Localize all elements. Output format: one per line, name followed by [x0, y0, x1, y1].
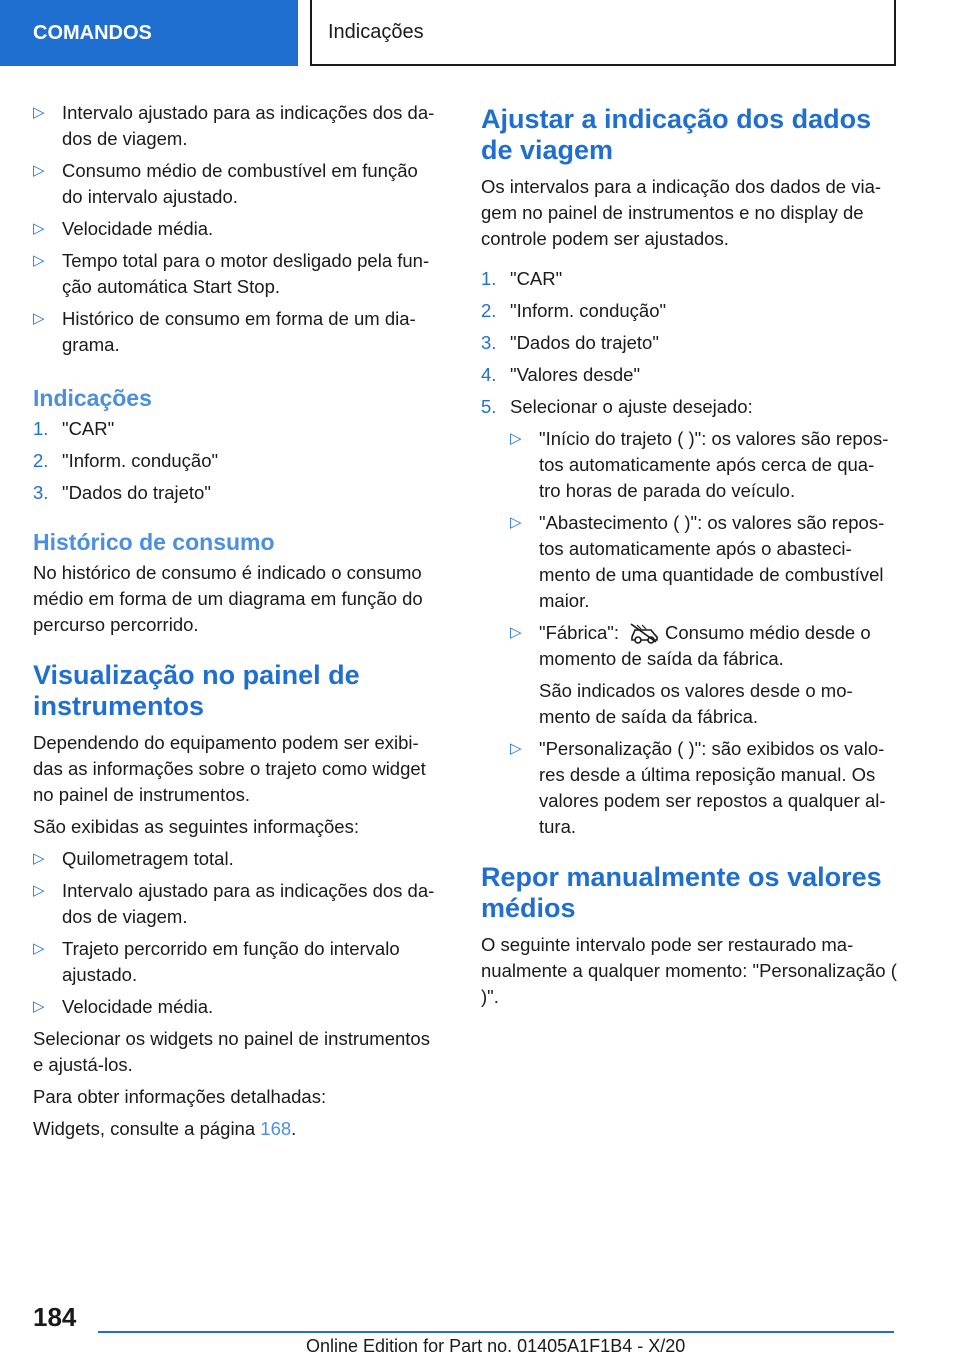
- page-link[interactable]: 168: [260, 1118, 292, 1139]
- list-item: 4. "Valores desde": [481, 364, 641, 385]
- ajustar-heading: Ajustar a indicação dos dados de viagem: [481, 104, 872, 165]
- triangle-bullet-icon: ▷: [33, 940, 45, 957]
- ajustar-text: Os intervalos para a indicação dos dados de via- gem no painel de instrumentos e no display de controle podem ser ajustados.: [481, 176, 882, 249]
- historico-heading: Histórico de consumo: [33, 529, 275, 555]
- triangle-bullet-icon: ▷: [510, 740, 522, 757]
- footer-edition: Online Edition for Part no. 01405A1F1B4 - X/20: [306, 1336, 686, 1356]
- visualizacao-heading: Visualização no painel de instrumentos: [33, 660, 360, 721]
- fabrica-note: São indicados os valores desde o mo- mento de saída da fábrica.: [539, 680, 853, 727]
- list-item: ▷ Intervalo ajustado para as indicações dos da- dos de viagem.: [33, 880, 435, 927]
- repor-heading: Repor manualmente os valores médios: [481, 862, 882, 923]
- triangle-bullet-icon: ▷: [33, 998, 45, 1015]
- triangle-bullet-icon: ▷: [33, 252, 45, 269]
- widgets-text: Selecionar os widgets no painel de instrumentos e ajustá-los.: [33, 1028, 430, 1075]
- intro-bullet-list: [33, 100, 443, 358]
- section-label: COMANDOS: [33, 21, 152, 44]
- triangle-bullet-icon: ▷: [33, 310, 45, 327]
- list-item: ▷ Histórico de consumo em forma de um dia- grama.: [33, 308, 416, 355]
- list-item: 1. "CAR": [33, 418, 115, 439]
- list-item: ▷ "Início do trajeto ( )": os valores são repos- tos automaticamente após cerca de qua- tro horas de parada do veículo.: [510, 428, 889, 501]
- detalhes-text: Para obter informações detalhadas:: [33, 1086, 327, 1107]
- triangle-bullet-icon: ▷: [510, 624, 522, 641]
- ajustar-steps: [481, 266, 899, 840]
- repor-text: O seguinte intervalo pode ser restaurado ma- nualmente a qualquer momento: "Personalização ( )".: [481, 934, 897, 1007]
- list-item: ▷ Trajeto percorrido em função do intervalo ajustado.: [33, 938, 400, 985]
- list-item: 2. "Inform. condução": [481, 300, 667, 321]
- visualizacao-bullet-list: [33, 846, 443, 1020]
- list-item: ▷ "Personalização ( )": são exibidos os valo- res desde a última reposição manual. Os valores podem ser repostos a qualquer al- tura.: [510, 738, 886, 837]
- page-number: 184: [33, 1302, 77, 1332]
- triangle-bullet-icon: ▷: [510, 514, 522, 531]
- right-column: [481, 100, 899, 1016]
- list-item: ▷ "Abastecimento ( )": os valores são repos- tos automaticamente após o abasteci- mento de uma quantidade de combustível maior.: [510, 512, 885, 611]
- list-item: ▷ Tempo total para o motor desligado pela fun- ção automática Start Stop.: [33, 250, 430, 297]
- triangle-bullet-icon: ▷: [33, 104, 45, 121]
- triangle-bullet-icon: ▷: [33, 850, 45, 867]
- list-item: 2. "Inform. condução": [33, 450, 219, 471]
- list-item: ▷ Velocidade média.: [33, 216, 443, 242]
- list-item: ▷ Intervalo ajustado para as indicações dos da- dos de viagem.: [33, 102, 435, 149]
- list-item: 3. "Dados do trajeto": [33, 482, 211, 503]
- triangle-bullet-icon: ▷: [510, 430, 522, 447]
- list-item: 5. Selecionar o ajuste desejado: ▷ "Início do trajeto ( )": os valores são repos- tos automaticamente após cerca de qua- tro horas de parada do veículo. ▷ "Abastecimento ( )": os valores são repos- tos automaticamente após o abasteci- mento de uma quantidade de combustível maior. ▷ "Fábrica": Consumo médio desde o momento de saída da fábrica. São indicados os valores desde o mo- mento de saída da fábrica. ▷ "Personalização ( )": são exibidos os valo- res desde a última reposição manual. Os valores podem ser repostos a qualquer al- tura.: [481, 394, 899, 840]
- indicacoes-steps: [33, 416, 443, 506]
- page-header: [310, 0, 896, 66]
- triangle-bullet-icon: ▷: [33, 162, 45, 179]
- options-bullet-list: [510, 426, 899, 840]
- page-title: Indicações: [328, 20, 424, 43]
- indicacoes-heading: Indicações: [33, 385, 152, 411]
- page-reference: Widgets, consulte a página 168.: [33, 1118, 297, 1139]
- triangle-bullet-icon: ▷: [33, 882, 45, 899]
- list-item: 3. "Dados do trajeto": [481, 332, 659, 353]
- left-column: [33, 100, 443, 1148]
- visualizacao-text: Dependendo do equipamento podem ser exibi- das as informações sobre o trajeto como widget no painel de instrumentos.: [33, 732, 426, 805]
- section-tab: [0, 0, 298, 66]
- footer-divider: [98, 1331, 894, 1333]
- historico-text: No histórico de consumo é indicado o consumo médio em forma de um diagrama em função do percurso percorrido.: [33, 562, 423, 635]
- list-item: ▷ Velocidade média.: [33, 994, 443, 1020]
- list-item: ▷ "Fábrica": Consumo médio desde o momento de saída da fábrica. São indicados os valores desde o mo- mento de saída da fábrica.: [510, 620, 899, 730]
- factory-car-icon: [629, 622, 659, 644]
- visualizacao-list-intro: São exibidas as seguintes informações:: [33, 816, 359, 837]
- list-item: 1. "CAR": [481, 268, 563, 289]
- list-item: ▷ Consumo médio de combustível em função do intervalo ajustado.: [33, 160, 418, 207]
- triangle-bullet-icon: ▷: [33, 220, 45, 237]
- list-item: ▷ Quilometragem total.: [33, 846, 443, 872]
